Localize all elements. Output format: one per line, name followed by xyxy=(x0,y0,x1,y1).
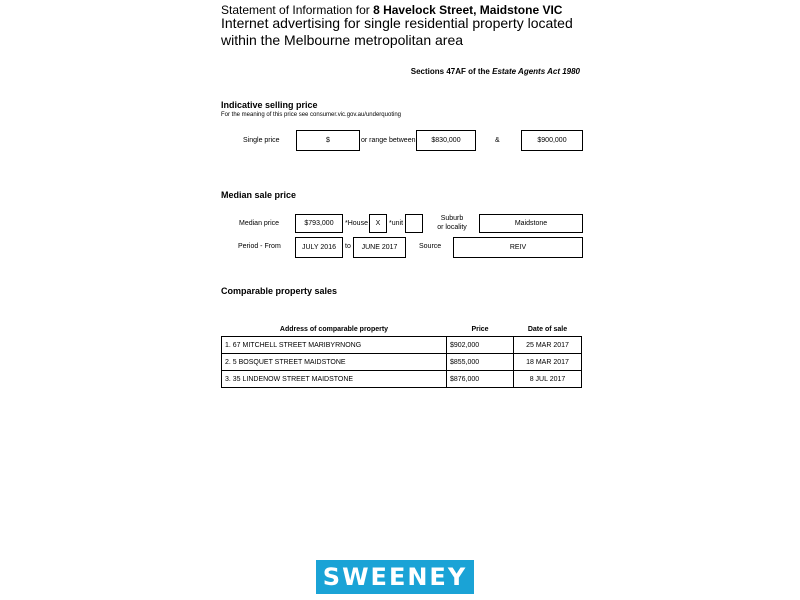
sections-reference xyxy=(380,67,580,76)
range-high-field: $900,000 xyxy=(521,130,583,151)
table-row xyxy=(222,337,582,354)
row-date: 25 MAR 2017 xyxy=(514,337,582,354)
range-label: or range between xyxy=(361,137,416,144)
period-to-label: to xyxy=(345,243,351,250)
suburb-label-line2: or locality xyxy=(437,224,467,231)
single-price-label: Single price xyxy=(243,137,280,144)
single-price-field: $ xyxy=(296,130,360,151)
median-price-label: Median price xyxy=(239,220,280,227)
suburb-field: Maidstone xyxy=(479,214,583,233)
statement-subtitle: Internet advertising for single residential property located within the Melbourne metropolitan area xyxy=(221,15,573,48)
house-label: *House xyxy=(345,220,368,227)
sections-prefix: Sections 47AF of the xyxy=(410,67,493,76)
sweeney-logo: SWEENEY xyxy=(316,560,474,594)
indicative-note: For the meaning of this price see consumer.vic.gov.au/underquoting xyxy=(221,112,401,118)
table-header-row xyxy=(222,322,582,337)
column-header-price: Price xyxy=(471,325,489,333)
period-label: Period - From xyxy=(238,243,281,250)
source-label: Source xyxy=(419,243,442,250)
row-price: $902,000 xyxy=(447,337,514,354)
property-address: 8 Havelock Street, Maidstone VIC xyxy=(373,3,563,17)
column-header-date: Date of sale xyxy=(527,325,568,333)
median-price-field: $793,000 xyxy=(295,214,343,233)
row-address: 2. 5 BOSQUET STREET MAIDSTONE xyxy=(222,354,447,371)
suburb-label xyxy=(430,214,474,232)
indicative-heading: Indicative selling price xyxy=(221,100,318,110)
source-field: REIV xyxy=(453,237,583,258)
suburb-label-line1: Suburb xyxy=(440,215,464,222)
period-to-field: JUNE 2017 xyxy=(353,237,406,258)
table-row xyxy=(222,354,582,371)
unit-label: *unit xyxy=(389,220,404,227)
column-header-address: Address of comparable property xyxy=(279,325,389,333)
range-ampersand: & xyxy=(495,137,500,144)
row-price: $855,000 xyxy=(447,354,514,371)
statement-prefix: Statement of Information for xyxy=(221,3,374,17)
table-row xyxy=(222,371,582,388)
house-checkbox: X xyxy=(369,214,387,233)
row-address: 1. 67 MITCHELL STREET MARIBYRNONG xyxy=(222,337,447,354)
act-name: Estate Agents Act 1980 xyxy=(492,67,580,76)
row-address: 3. 35 LINDENOW STREET MAIDSTONE xyxy=(222,371,447,388)
comparable-sales-table xyxy=(221,322,582,388)
row-price: $876,000 xyxy=(447,371,514,388)
period-from-field: JULY 2016 xyxy=(295,237,343,258)
range-low-field: $830,000 xyxy=(416,130,476,151)
row-date: 8 JUL 2017 xyxy=(514,371,582,388)
unit-checkbox xyxy=(405,214,423,233)
row-date: 18 MAR 2017 xyxy=(514,354,582,371)
median-heading: Median sale price xyxy=(221,190,297,200)
comparable-heading: Comparable property sales xyxy=(221,286,338,296)
